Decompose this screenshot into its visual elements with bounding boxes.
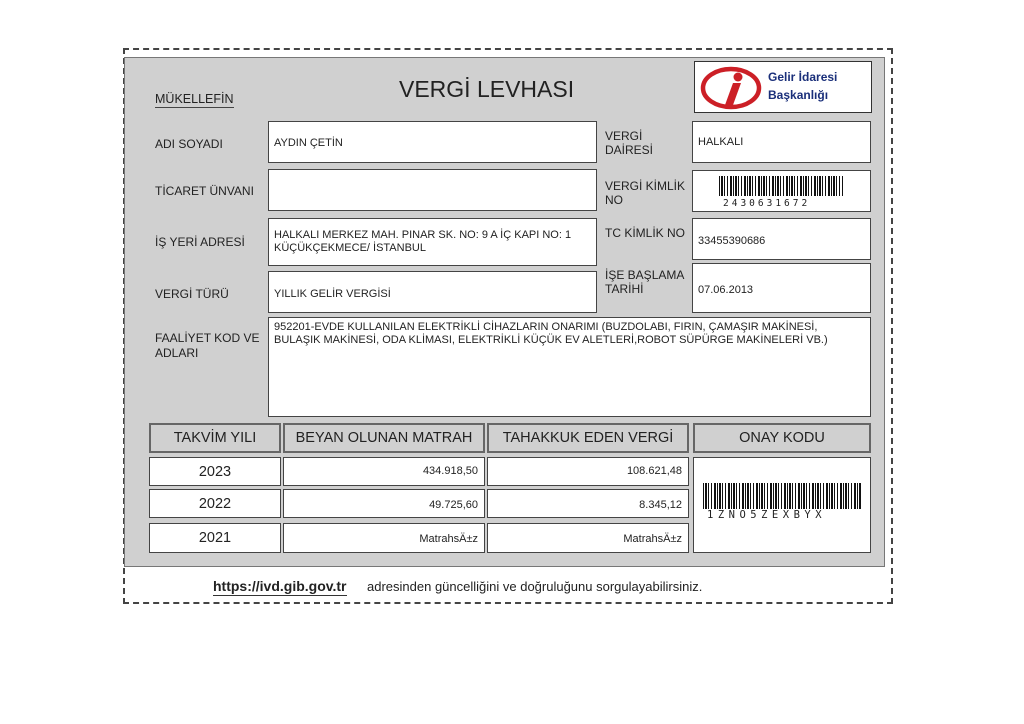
logo-line2: Başkanlığı [768,88,829,102]
footer-link[interactable]: https://ivd.gib.gov.tr [213,578,347,594]
tc-label: TC KİMLİK NO [605,226,686,240]
tax-id-box [692,170,871,212]
tax-office-value: HALKALI [692,121,871,163]
approval-code: 1ZNO5ZEXBYX [707,509,827,521]
header-year: TAKVİM YILI [149,423,281,453]
row-2022-year: 2022 [149,489,281,518]
row-2023-year: 2023 [149,457,281,486]
tc-value: 33455390686 [692,218,871,260]
header-vergi: TAHAKKUK EDEN VERGİ [487,423,689,453]
start-value: 07.06.2013 [692,263,871,313]
tax-id-label: VERGİ KİMLİK NO [605,179,686,207]
footer-text: adresinden güncelliğini ve doğruluğunu sorgulayabilirsiniz. [367,579,703,594]
page-title: VERGİ LEVHASI [399,76,575,102]
trade-name-value [268,169,597,211]
row-2023-matrah: 434.918,50 [283,457,485,486]
tax-office-label: VERGİ DAİRESİ [605,129,654,157]
approval-barcode [703,483,861,509]
address-value: HALKALI MERKEZ MAH. PINAR SK. NO: 9 A İÇ KAPI NO: 1 KÜÇÜKÇEKMECE/ İSTANBUL [268,218,597,266]
tax-type-label: VERGİ TÜRÜ [155,287,229,301]
activity-label: FAALİYET KOD VE ADLARI [155,331,260,360]
start-label: İŞE BAŞLAMA TARİHİ [605,268,684,296]
row-2021-year: 2021 [149,523,281,553]
row-2022-vergi: 8.345,12 [487,489,689,518]
name-label: ADI SOYADI [155,137,223,151]
row-2022-matrah: 49.725,60 [283,489,485,518]
address-label: İŞ YERİ ADRESİ [155,235,245,249]
row-2021-vergi: MatrahsÄ±z [487,523,689,553]
name-value: AYDIN ÇETİN [268,121,597,163]
trade-name-label: TİCARET ÜNVANI [155,184,254,198]
row-2021-matrah: MatrahsÄ±z [283,523,485,553]
tax-id-barcode [719,176,843,196]
approval-code-box [693,457,871,553]
logo-line1: Gelir İdaresi [768,70,838,84]
gib-logo [694,61,872,113]
tax-type-value: YILLIK GELİR VERGİSİ [268,271,597,313]
header-matrah: BEYAN OLUNAN MATRAH [283,423,485,453]
row-2023-vergi: 108.621,48 [487,457,689,486]
tax-id-value: 2430631672 [723,198,811,209]
header-approval: ONAY KODU [693,423,871,453]
section-label: MÜKELLEFİN [155,92,234,106]
gib-logo-icon [700,66,762,110]
activity-value: 952201-EVDE KULLANILAN ELEKTRİKLİ CİHAZLARIN ONARIMI (BUZDOLABI, FIRIN, ÇAMAŞIR MAKİNESİ, BULAŞIK MAKİNESİ, ODA KLİMASI, ELEKTRİKLİ KÜÇÜK EV ALETLERİ,ROBOT SÜPÜRGE MAKİNELERİ VB.) [268,317,871,417]
